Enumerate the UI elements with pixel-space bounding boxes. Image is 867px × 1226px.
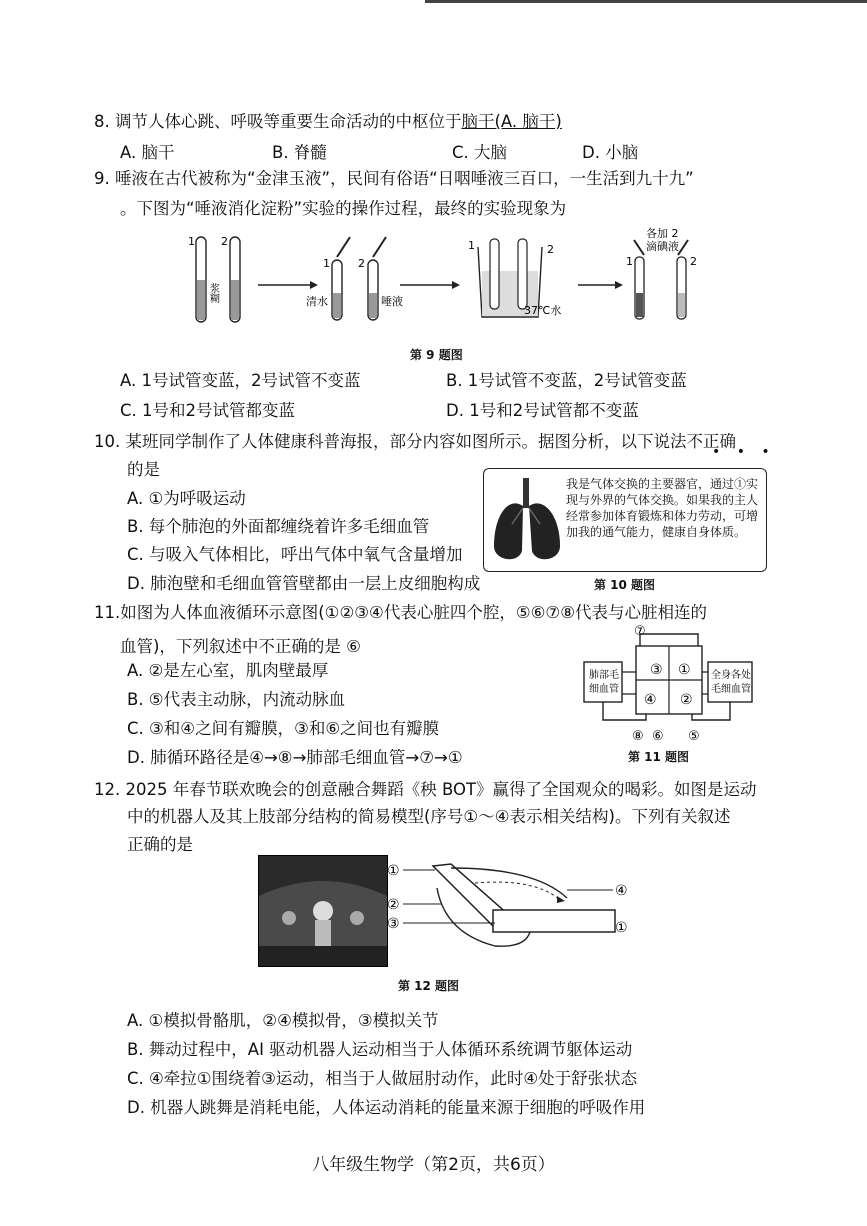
q12-label-2: ② bbox=[387, 897, 400, 913]
q12-stem-line3: 正确的是 bbox=[127, 835, 193, 854]
q12-option-d: D. 机器人跳舞是消耗电能，人体运动消耗的能量来源于细胞的呼吸作用 bbox=[127, 1098, 646, 1117]
q11-option-b: B. ⑤代表主动脉，内流动脉血 bbox=[127, 690, 346, 709]
q9-tube1-label-d: 1 bbox=[626, 255, 633, 268]
q9-iodine-label-1: 各加 2 bbox=[646, 227, 679, 240]
q9-tube2-label-d: 2 bbox=[690, 255, 697, 268]
q8-stem: 8. 调节人体心跳、呼吸等重要生命活动的中枢位于脑干(A. 脑干) bbox=[94, 112, 562, 131]
q9-water-label: 清水 bbox=[306, 295, 328, 308]
q11-option-c: C. ③和④之间有瓣膜，③和⑥之间也有瓣膜 bbox=[127, 719, 440, 738]
q12-option-a: A. ①模拟骨骼肌，②④模拟骨，③模拟关节 bbox=[127, 1011, 439, 1030]
lungs-image bbox=[490, 476, 564, 566]
q11-body-label-1: 全身各处 bbox=[711, 670, 751, 681]
q11-circulation-diagram bbox=[580, 620, 755, 742]
q11-chamber-1: ① bbox=[678, 662, 691, 678]
q9-option-c: C. 1号和2号试管都变蓝 bbox=[120, 401, 296, 420]
page-footer: 八年级生物学（第2页，共6页） bbox=[312, 1155, 555, 1175]
q8-option-d: D. 小脑 bbox=[582, 143, 639, 162]
robot-dance-photo bbox=[258, 855, 388, 967]
q9-paste-label: 浆糊 bbox=[207, 283, 219, 303]
q9-stem-line1: 9. 唾液在古代被称为“金津玉液”，民间有俗语“日咽唾液三百口，一生活到九十九” bbox=[94, 169, 694, 188]
q9-experiment-diagram bbox=[180, 225, 700, 325]
q12-stem-line2: 中的机器人及其上肢部分结构的简易模型(序号①～④表示相关结构)。下列有关叙述 bbox=[127, 807, 731, 826]
q10-option-b: B. 每个肺泡的外面都缠绕着许多毛细血管 bbox=[127, 517, 430, 536]
q9-caption: 第 9 题图 bbox=[410, 348, 463, 362]
q9-stem-line2: 。下图为“唾液消化淀粉”实验的操作过程，最终的实验现象为 bbox=[120, 199, 567, 218]
q8-option-b: B. 脊髓 bbox=[272, 143, 327, 162]
q12-arm-model bbox=[385, 858, 635, 948]
q11-option-d: D. 肺循环路径是④→⑧→肺部毛细血管→⑦→① bbox=[127, 748, 463, 767]
q8-answer: 脑干(A. 脑干) bbox=[461, 112, 562, 131]
q11-label-7: ⑦ bbox=[634, 624, 646, 639]
q11-label-5: ⑤ bbox=[688, 729, 700, 742]
q11-chamber-3: ③ bbox=[650, 662, 663, 678]
q11-stem-line2: 血管)，下列叙述中不正确的是 ⑥ bbox=[120, 637, 361, 656]
q10-poster-text: 我是气体交换的主要器官，通过①实现与外界的气体交换。如果我的主人经常参加体育锻炼和体力劳动，可增加我的通气能力，健康自身体质。 bbox=[566, 477, 759, 539]
q10-caption: 第 10 题图 bbox=[594, 578, 656, 592]
q9-tube1-label-a: 1 bbox=[188, 235, 195, 248]
q11-chamber-2: ② bbox=[680, 692, 693, 708]
q12-caption: 第 12 题图 bbox=[398, 979, 460, 993]
q10-stem-line1: 10. 某班同学制作了人体健康科普海报，部分内容如图所示。据图分析，以下说法不正确 bbox=[94, 432, 736, 451]
q12-label-1-left: ① bbox=[387, 863, 400, 879]
top-border bbox=[425, 0, 867, 3]
q12-stem-line1: 12. 2025 年春节联欢晚会的创意融合舞蹈《秧 BOT》赢得了全国观众的喝彩。如图是运动 bbox=[94, 780, 757, 799]
q12-label-4: ④ bbox=[615, 883, 628, 899]
q9-option-a: A. 1号试管变蓝，2号试管不变蓝 bbox=[120, 371, 361, 390]
q9-tube2-label-a: 2 bbox=[221, 235, 228, 248]
q10-stem-line2: 的是 bbox=[127, 460, 160, 479]
q9-tube1-label-b: 1 bbox=[323, 257, 330, 270]
q10-option-c: C. 与吸入气体相比，呼出气体中氧气含量增加 bbox=[127, 545, 463, 564]
q11-chamber-4: ④ bbox=[644, 692, 657, 708]
q9-tube2-label-c: 2 bbox=[547, 243, 554, 256]
q11-label-6: ⑥ bbox=[652, 729, 664, 742]
q11-caption: 第 11 题图 bbox=[628, 750, 690, 764]
q9-iodine-label-2: 滴碘液 bbox=[646, 240, 679, 253]
q9-option-d: D. 1号和2号试管都不变蓝 bbox=[446, 401, 639, 420]
q9-tube1-label-c: 1 bbox=[468, 239, 475, 252]
q11-stem-line1: 11.如图为人体血液循环示意图(①②③④代表心脏四个腔，⑤⑥⑦⑧代表与心脏相连的 bbox=[94, 603, 708, 622]
q9-tube2-label-b: 2 bbox=[358, 257, 365, 270]
q10-option-d: D. 肺泡壁和毛细血管管壁都由一层上皮细胞构成 bbox=[127, 574, 481, 593]
q10-option-a: A. ①为呼吸运动 bbox=[127, 489, 246, 508]
q12-option-c: C. ④牵拉①围绕着③运动，相当于人做屈肘动作，此时④处于舒张状态 bbox=[127, 1069, 638, 1088]
q9-temp-label: 37℃水 bbox=[524, 304, 562, 317]
q8-option-c: C. 大脑 bbox=[452, 143, 508, 162]
q11-option-a: A. ②是左心室，肌肉壁最厚 bbox=[127, 661, 329, 680]
q12-label-3: ③ bbox=[387, 916, 400, 932]
q10-emphasis: 不正确 bbox=[686, 432, 736, 451]
q11-lung-label-1: 肺部毛 bbox=[589, 670, 619, 681]
q11-body-label-2: 毛细血管 bbox=[711, 684, 751, 695]
emphasis-dots: • • • bbox=[712, 444, 776, 460]
q11-label-8: ⑧ bbox=[632, 729, 644, 742]
q12-label-1-right: ① bbox=[615, 920, 628, 936]
q12-option-b: B. 舞动过程中，AI 驱动机器人运动相当于人体循环系统调节躯体运动 bbox=[127, 1040, 633, 1059]
q9-option-b: B. 1号试管不变蓝，2号试管变蓝 bbox=[446, 371, 687, 390]
q11-lung-label-2: 细血管 bbox=[589, 684, 619, 695]
q8-option-a: A. 脑干 bbox=[120, 143, 175, 162]
q9-saliva-label: 唾液 bbox=[381, 295, 403, 308]
